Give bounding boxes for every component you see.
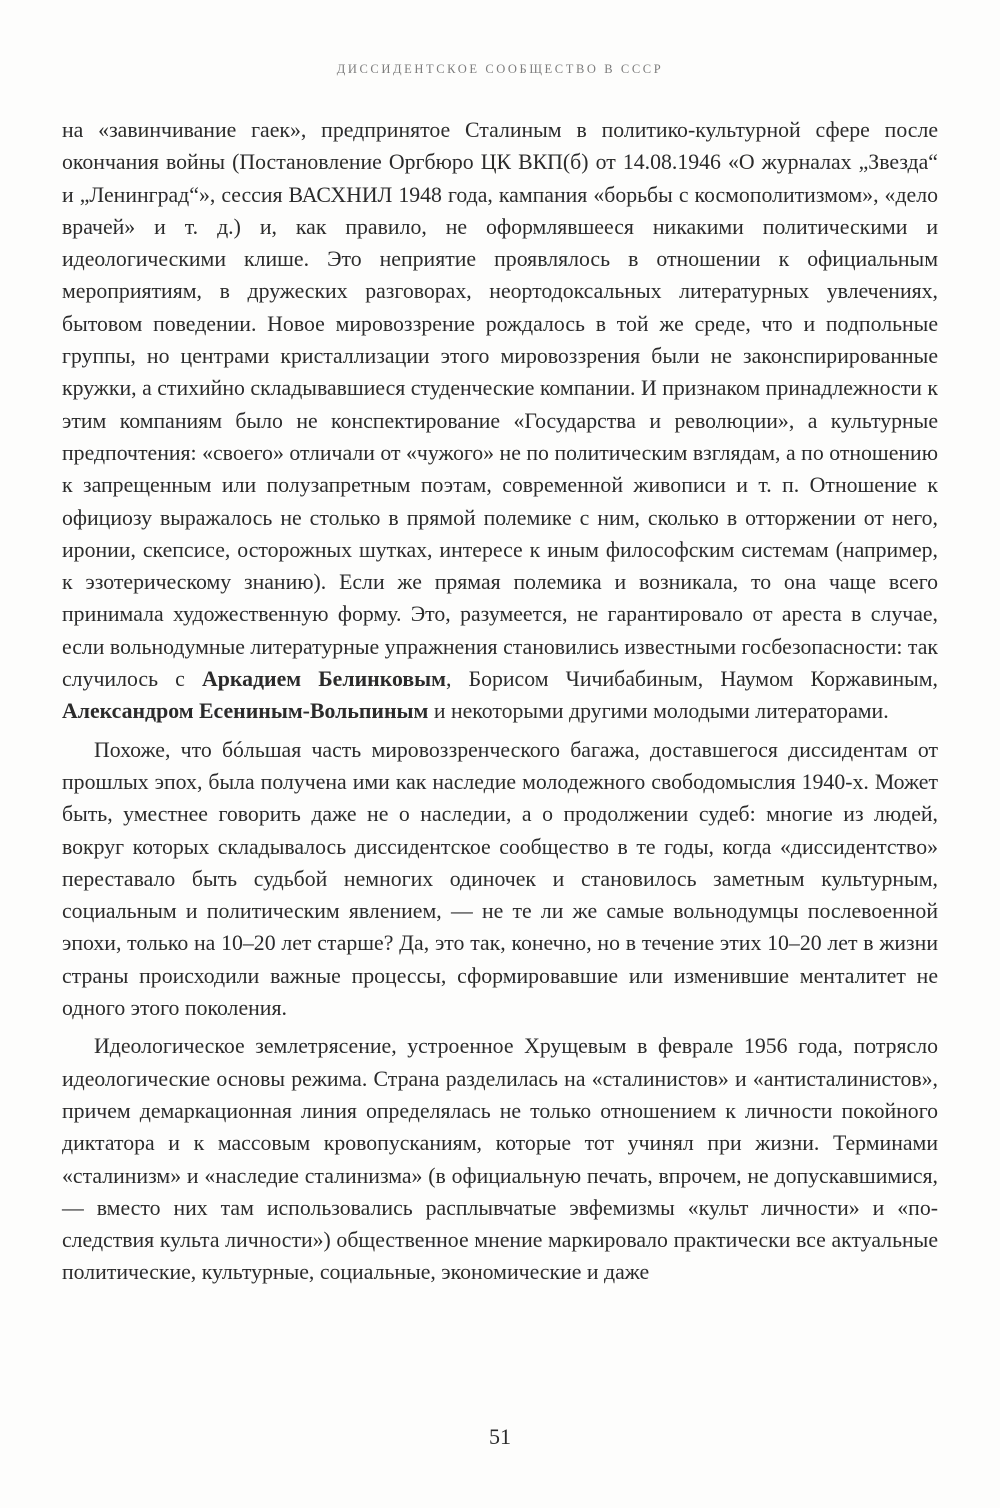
paragraph-3: Идеологическое землетрясение, устроенное Хрущевым в феврале 1956 года, потрясло идеологические основы режима. Страна разделилась на «сталинистов» и «антисталинистов», причем демаркационная линия определялась не только отношением к личности покойного диктатора и к массовым кровопусканиям, которые тот учинял при жизни. Терминами «сталинизм» и «наследие сталинизма» (в официальную печать, впрочем, не допускавшимися, — вместо них там использовались расплывчатые эвфемизмы «культ личности» и «последствия культа личности») общественное мнение маркировало практически все актуальные политические, культурные, социальные, экономические и даже bbox=[62, 1034, 938, 1285]
paragraph-1-text-a: на «завинчивание гаек», предпринятое Сталиным в политико-культурной сфере после окончания войны (Постановление Оргбюро ЦК ВКП(б) от 14.08.1946 «О журналах „Звезда“ и „Ленинград“», сессия ВАСХНИЛ 1948 года, кампания «борьбы с космополитизмом», «дело врачей» и т. д.) и, как правило, не оформлявшееся никакими политическими и идеологическими клише. Это неприятие проявлялось в отношении к официальным мероприятиям, в дружеских разговорах, неортодоксальных литературных увлечениях, бытовом поведении. Новое мировоззрение рождалось в той же среде, что и подпольные группы, но центрами кристаллизации этого мировоззрения были не законспирированные кружки, а стихийно складывавшиеся студенческие компании. И признаком принадлежности к этим компаниям было не конспектирование «Государства и революции», а культурные предпочтения: «своего» отличали от «чужого» не по политическим взглядам, а по отношению к запрещенным или полузапретным поэтам, современной живописи и т. п. Отношение к официозу выражалось не столько в прямой полемике с ним, сколько в отторжении от него, иронии, скепсисе, осторожных шутках, интересе к иным философским системам (например, к эзотерическому знанию). Если же прямая полемика и возникала, то она чаще всего принимала художественную форму. Это, разумеется, не гарантировало от ареста в случае, если вольнодумные литературные упражнения становились известными госбезопасности: так случилось с bbox=[62, 118, 938, 692]
paragraph-1-text-c: и некоторыми другими молодыми литераторами. bbox=[428, 699, 889, 724]
paragraph-2: Похоже, что бóльшая часть мировоззренческого багажа, доставшегося диссидентам от прошлых эпох, была получена ими как наследие молодежного свободомыслия 1940-х. Может быть, уместнее говорить даже не о наследии, а о продолжении судеб: многие из людей, вокруг которых складывалось диссидентское сообщество в те годы, когда «диссидентство» переставало быть судьбой немногих одиночек и становилось заметным культурным, социальным и политическим явлением, — не те ли же самые вольнодумцы послевоенной эпохи, только на 10–20 лет старше? Да, это так, конечно, но в течение этих 10–20 лет в жизни страны происходили важные процессы, сформировавшие или изменившие менталитет не одного этого поколения. bbox=[62, 737, 938, 1021]
bold-name-belinkov: Аркадием Белинковым bbox=[202, 667, 446, 692]
bold-name-esenin-volpin: Александром Есениным-Вольпиным bbox=[62, 699, 429, 724]
body-text bbox=[62, 114, 938, 1289]
paragraph-1 bbox=[62, 114, 938, 728]
running-head: ДИССИДЕНТСКОЕ СООБЩЕСТВО В СССР bbox=[336, 62, 664, 76]
paragraph-1-text-b: , Борисом Чичибабиным, Наумом Коржавиным, bbox=[445, 667, 938, 692]
page-number: 51 bbox=[489, 1424, 511, 1449]
